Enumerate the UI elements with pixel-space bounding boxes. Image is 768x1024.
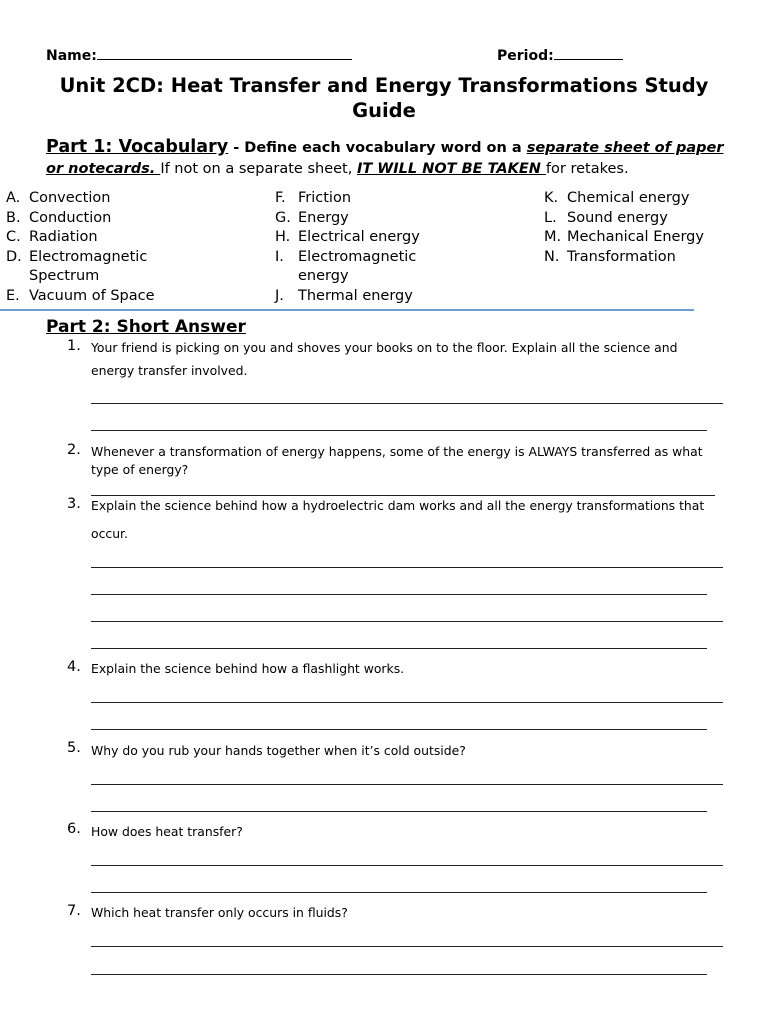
- answer-line[interactable]: [91, 403, 723, 404]
- name-label: Name:: [46, 48, 97, 64]
- vocab-word: Electromagnetic Spectrum: [29, 248, 148, 285]
- question-3-text: Explain the science behind how a hydroelectric dam works and all the energy transformations that: [91, 498, 705, 513]
- vocab-word: Energy: [298, 209, 349, 226]
- vocab-letter: C.: [6, 229, 21, 246]
- question-2-number: 2.: [67, 442, 81, 458]
- vocab-word: Transformation: [567, 248, 676, 265]
- part1-instruction: Define each vocabulary word on a: [244, 140, 527, 156]
- vocab-word: Sound energy: [567, 209, 668, 226]
- vocab-letter: H.: [275, 229, 291, 246]
- vocab-letter: I.: [275, 248, 284, 265]
- vocab-letter: B.: [6, 209, 21, 226]
- answer-line[interactable]: [91, 974, 707, 975]
- question-1-number: 1.: [67, 338, 81, 354]
- question-7-text: Which heat transfer only occurs in fluids?: [91, 905, 348, 920]
- section-divider: [0, 309, 694, 311]
- part1-instruction-emphasis: separate sheet of paper or notecards.: [46, 140, 724, 177]
- vocab-word: Electromagnetic energy: [298, 248, 417, 285]
- vocab-item: [275, 287, 465, 307]
- vocab-letter: L.: [544, 209, 557, 226]
- vocab-letter: D.: [6, 248, 22, 265]
- vocab-item: [6, 287, 196, 307]
- answer-line[interactable]: [91, 729, 707, 730]
- question-3-number: 3.: [67, 496, 81, 512]
- vocab-letter: G.: [275, 209, 291, 226]
- answer-line[interactable]: [91, 865, 723, 866]
- question-6-text: How does heat transfer?: [91, 824, 243, 839]
- question-1-text-cont: energy transfer involved.: [91, 363, 248, 378]
- vocab-word: Friction: [298, 190, 352, 206]
- vocab-item: [6, 228, 196, 248]
- vocab-word: Convection: [29, 190, 111, 206]
- vocab-column-2: [275, 189, 465, 307]
- vocab-item: [544, 209, 744, 229]
- vocab-word: Radiation: [29, 229, 98, 246]
- vocab-word: Thermal energy: [298, 287, 413, 304]
- vocab-letter: K.: [544, 190, 559, 206]
- part1-instruction-end: for retakes.: [545, 161, 629, 177]
- question-1-text: Your friend is picking on you and shoves your books on to the floor. Explain all the science and: [91, 340, 678, 355]
- page-title: Unit 2CD: Heat Transfer and Energy Transformations Study Guide: [59, 74, 709, 122]
- vocab-item: [275, 189, 465, 209]
- vocab-word: Electrical energy: [298, 229, 420, 246]
- vocab-word: Vacuum of Space: [29, 287, 155, 304]
- period-label: Period:: [497, 48, 554, 64]
- answer-line[interactable]: [91, 495, 715, 496]
- question-7-number: 7.: [67, 903, 81, 919]
- part1-instruction-plain: If not on a separate sheet,: [160, 161, 357, 177]
- question-2-text: Whenever a transformation of energy happens, some of the energy is ALWAYS transferred as what: [91, 444, 703, 459]
- answer-line[interactable]: [91, 784, 723, 785]
- vocab-letter: F.: [275, 190, 286, 206]
- vocab-item: [544, 248, 744, 268]
- period-blank[interactable]: [554, 46, 623, 60]
- vocab-column-1: [6, 189, 196, 307]
- vocab-item: [544, 228, 744, 248]
- question-6-number: 6.: [67, 821, 81, 837]
- vocab-item: [6, 209, 196, 229]
- answer-line[interactable]: [91, 946, 723, 947]
- vocab-column-3: [544, 189, 744, 267]
- name-field[interactable]: [46, 46, 352, 64]
- answer-line[interactable]: [91, 648, 707, 649]
- question-2-text-cont: type of energy?: [91, 462, 189, 477]
- period-field[interactable]: [497, 46, 623, 64]
- vocab-word: Mechanical Energy: [567, 229, 704, 246]
- question-4-number: 4.: [67, 659, 81, 675]
- vocab-item: [544, 189, 744, 209]
- vocab-letter: J.: [275, 287, 284, 304]
- vocab-letter: A.: [6, 190, 21, 206]
- answer-line[interactable]: [91, 811, 707, 812]
- part1-warning: IT WILL NOT BE TAKEN: [356, 161, 546, 177]
- part1-dash: -: [228, 140, 245, 156]
- answer-line[interactable]: [91, 567, 723, 568]
- name-blank[interactable]: [97, 46, 352, 60]
- vocab-word: Chemical energy: [567, 190, 690, 206]
- answer-line[interactable]: [91, 621, 723, 622]
- answer-line[interactable]: [91, 594, 707, 595]
- question-4-text: Explain the science behind how a flashlight works.: [91, 661, 405, 676]
- question-5-text: Why do you rub your hands together when it’s cold outside?: [91, 743, 466, 758]
- answer-line[interactable]: [91, 430, 707, 431]
- question-5-number: 5.: [67, 740, 81, 756]
- vocab-item: [6, 248, 196, 287]
- vocab-item: [275, 228, 465, 248]
- vocab-item: [6, 189, 196, 209]
- vocab-word: Conduction: [29, 209, 112, 226]
- vocab-letter: E.: [6, 287, 20, 304]
- answer-line[interactable]: [91, 892, 707, 893]
- question-3-text-cont: occur.: [91, 526, 128, 541]
- vocab-letter: N.: [544, 248, 560, 265]
- vocab-item: [275, 248, 458, 287]
- part1-heading: Part 1: Vocabulary: [46, 137, 229, 157]
- part1-heading-block: [46, 137, 736, 180]
- vocab-letter: M.: [544, 229, 562, 246]
- vocab-item: [275, 209, 465, 229]
- part2-heading: Part 2: Short Answer: [46, 317, 246, 337]
- answer-line[interactable]: [91, 702, 723, 703]
